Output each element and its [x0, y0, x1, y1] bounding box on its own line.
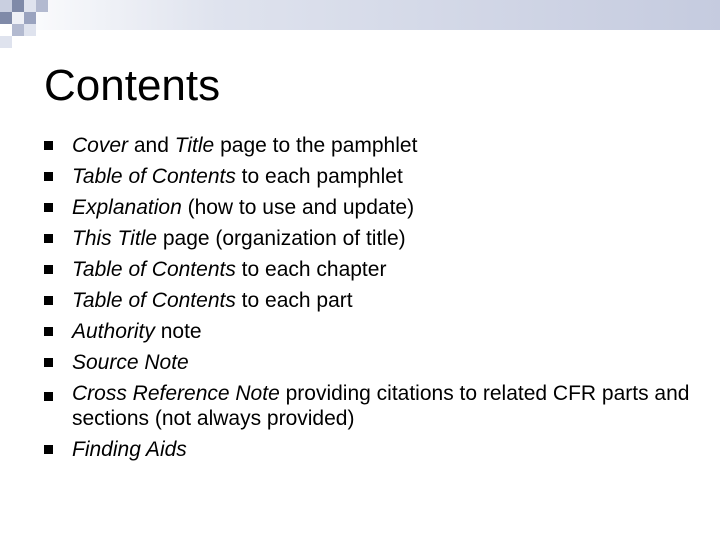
item-text-italic: Table of Contents: [72, 165, 236, 188]
item-text-italic: Title: [174, 134, 215, 157]
header-gradient-strip: [0, 0, 720, 30]
item-text: and: [128, 134, 175, 157]
item-text: to each pamphlet: [235, 165, 403, 188]
deco-square: [0, 12, 12, 24]
square-bullet-icon: [44, 234, 53, 243]
item-text-italic: Cover: [72, 134, 129, 157]
item-text-italic: Explanation: [72, 196, 182, 219]
square-bullet-icon: [44, 172, 53, 181]
item-text: note: [154, 320, 202, 343]
square-bullet-icon: [44, 265, 53, 274]
page-title: Contents: [44, 61, 221, 110]
list-item: [44, 161, 704, 192]
item-text: to each part: [235, 289, 353, 312]
square-bullet-icon: [44, 141, 53, 150]
list-item: [44, 378, 704, 434]
item-text: (how to use and update): [181, 196, 415, 219]
square-bullet-icon: [44, 445, 53, 454]
square-bullet-icon: [44, 327, 53, 336]
item-text: page (organization of title): [157, 227, 406, 250]
list-item: [44, 347, 704, 378]
deco-square: [12, 12, 24, 24]
item-text-italic: This Title: [72, 227, 157, 250]
deco-square: [36, 0, 48, 12]
item-text-italic: Table of Contents: [72, 258, 236, 281]
item-text: providing citations to related CFR parts and sections (not always provided): [72, 382, 690, 430]
item-text: page to the pamphlet: [214, 134, 418, 157]
deco-square: [12, 24, 24, 36]
list-item: [44, 316, 704, 347]
item-text: to each chapter: [235, 258, 387, 281]
decorative-squares: [0, 0, 60, 60]
square-bullet-icon: [44, 358, 53, 367]
deco-square: [12, 0, 24, 12]
list-item: [44, 192, 704, 223]
list-item: [44, 434, 704, 465]
deco-square: [24, 0, 36, 12]
deco-square: [0, 36, 12, 48]
square-bullet-icon: [44, 203, 53, 212]
item-text-italic: Finding Aids: [72, 438, 187, 461]
item-text-italic: Authority: [72, 320, 155, 343]
list-item: [44, 285, 704, 316]
deco-square: [24, 24, 36, 36]
deco-square: [0, 0, 12, 12]
item-text-italic: Cross Reference Note: [72, 382, 280, 405]
square-bullet-icon: [44, 296, 53, 305]
list-item: [44, 223, 704, 254]
square-bullet-icon: [44, 392, 53, 401]
item-text-italic: Source Note: [72, 351, 189, 374]
contents-list: [44, 130, 704, 465]
deco-square: [24, 12, 36, 24]
item-text-italic: Table of Contents: [72, 289, 236, 312]
list-item: [44, 254, 704, 285]
list-item: [44, 130, 704, 161]
